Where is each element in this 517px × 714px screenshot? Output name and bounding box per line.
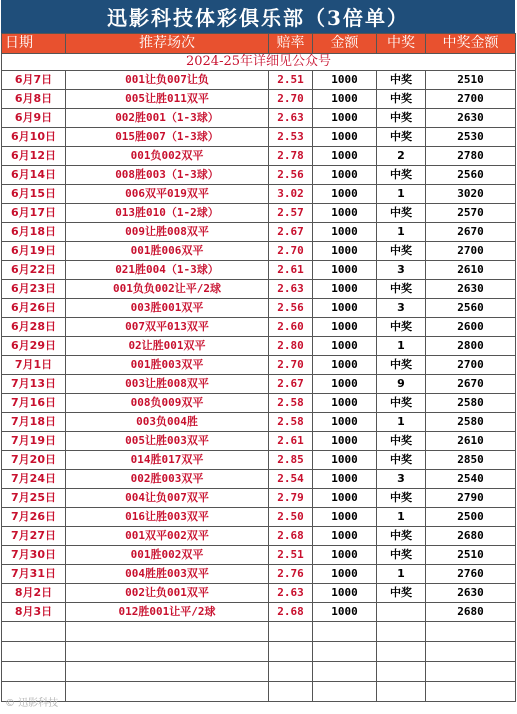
betting-table xyxy=(1,33,516,702)
match-cell: 005让胜011双平 xyxy=(66,90,269,109)
amount-cell: 1000 xyxy=(313,337,377,356)
payout-cell: 2700 xyxy=(426,90,516,109)
table-row xyxy=(2,337,516,356)
table-row xyxy=(2,109,516,128)
date-cell: 7月27日 xyxy=(2,527,66,546)
odds-cell: 2.63 xyxy=(269,109,313,128)
date-cell: 7月30日 xyxy=(2,546,66,565)
odds-cell: 2.63 xyxy=(269,584,313,603)
match-cell: 02让胜001双平 xyxy=(66,337,269,356)
payout-cell: 2790 xyxy=(426,489,516,508)
payout-cell: 2510 xyxy=(426,546,516,565)
odds-cell: 2.58 xyxy=(269,413,313,432)
date-cell: 7月24日 xyxy=(2,470,66,489)
date-cell: 6月12日 xyxy=(2,147,66,166)
date-cell: 7月13日 xyxy=(2,375,66,394)
match-cell: 001让负007让负 xyxy=(66,71,269,90)
payout-cell: 2510 xyxy=(426,71,516,90)
match-cell: 001负负002让平/2球 xyxy=(66,280,269,299)
odds-cell: 2.67 xyxy=(269,375,313,394)
odds-cell: 3.02 xyxy=(269,185,313,204)
odds-cell: 2.57 xyxy=(269,204,313,223)
table-row xyxy=(2,318,516,337)
match-cell: 001胜006双平 xyxy=(66,242,269,261)
result-cell: 中奖 xyxy=(377,318,426,337)
payout-cell: 2630 xyxy=(426,584,516,603)
table-row xyxy=(2,166,516,185)
result-cell: 1 xyxy=(377,565,426,584)
amount-cell: 1000 xyxy=(313,185,377,204)
empty-cell xyxy=(426,662,516,682)
empty-row xyxy=(2,642,516,662)
match-cell: 012胜001让平/2球 xyxy=(66,603,269,622)
match-cell: 016让胜003双平 xyxy=(66,508,269,527)
payout-cell: 2530 xyxy=(426,128,516,147)
match-cell: 004让负007双平 xyxy=(66,489,269,508)
table-row xyxy=(2,470,516,489)
empty-row xyxy=(2,622,516,642)
payout-cell: 2610 xyxy=(426,261,516,280)
header-result: 中奖 xyxy=(377,34,426,54)
amount-cell: 1000 xyxy=(313,375,377,394)
amount-cell: 1000 xyxy=(313,584,377,603)
empty-cell xyxy=(269,682,313,702)
odds-cell: 2.78 xyxy=(269,147,313,166)
amount-cell: 1000 xyxy=(313,356,377,375)
date-cell: 6月29日 xyxy=(2,337,66,356)
amount-cell: 1000 xyxy=(313,432,377,451)
date-cell: 8月3日 xyxy=(2,603,66,622)
payout-cell: 2850 xyxy=(426,451,516,470)
empty-cell xyxy=(377,622,426,642)
table-row xyxy=(2,565,516,584)
header-row xyxy=(2,34,516,54)
match-cell: 008胜003（1-3球） xyxy=(66,166,269,185)
table-row xyxy=(2,584,516,603)
result-cell: 中奖 xyxy=(377,432,426,451)
match-cell: 009让胜008双平 xyxy=(66,223,269,242)
empty-cell xyxy=(269,622,313,642)
table-row xyxy=(2,394,516,413)
date-cell: 6月14日 xyxy=(2,166,66,185)
table-row xyxy=(2,299,516,318)
match-cell: 002胜003双平 xyxy=(66,470,269,489)
header-odds: 赔率 xyxy=(269,34,313,54)
date-cell: 7月16日 xyxy=(2,394,66,413)
result-cell xyxy=(377,603,426,622)
amount-cell: 1000 xyxy=(313,109,377,128)
odds-cell: 2.70 xyxy=(269,90,313,109)
payout-cell: 2600 xyxy=(426,318,516,337)
result-cell: 中奖 xyxy=(377,356,426,375)
empty-cell xyxy=(66,662,269,682)
payout-cell: 2500 xyxy=(426,508,516,527)
amount-cell: 1000 xyxy=(313,603,377,622)
empty-cell xyxy=(2,662,66,682)
date-cell: 6月9日 xyxy=(2,109,66,128)
odds-cell: 2.54 xyxy=(269,470,313,489)
table-row xyxy=(2,546,516,565)
odds-cell: 2.70 xyxy=(269,242,313,261)
empty-cell xyxy=(2,642,66,662)
amount-cell: 1000 xyxy=(313,546,377,565)
amount-cell: 1000 xyxy=(313,280,377,299)
match-cell: 003负004胜 xyxy=(66,413,269,432)
table-row xyxy=(2,489,516,508)
payout-cell: 2540 xyxy=(426,470,516,489)
amount-cell: 1000 xyxy=(313,71,377,90)
empty-cell xyxy=(426,642,516,662)
table-row xyxy=(2,71,516,90)
amount-cell: 1000 xyxy=(313,204,377,223)
result-cell: 中奖 xyxy=(377,90,426,109)
match-cell: 006双平019双平 xyxy=(66,185,269,204)
amount-cell: 1000 xyxy=(313,166,377,185)
empty-cell xyxy=(269,662,313,682)
result-cell: 中奖 xyxy=(377,242,426,261)
result-cell: 中奖 xyxy=(377,280,426,299)
date-cell: 7月20日 xyxy=(2,451,66,470)
date-cell: 6月7日 xyxy=(2,71,66,90)
match-cell: 004胜胜003双平 xyxy=(66,565,269,584)
date-cell: 6月10日 xyxy=(2,128,66,147)
empty-cell xyxy=(66,642,269,662)
match-cell: 014胜017双平 xyxy=(66,451,269,470)
result-cell: 中奖 xyxy=(377,204,426,223)
empty-cell xyxy=(66,622,269,642)
date-cell: 7月26日 xyxy=(2,508,66,527)
odds-cell: 2.60 xyxy=(269,318,313,337)
amount-cell: 1000 xyxy=(313,451,377,470)
payout-cell: 2700 xyxy=(426,242,516,261)
odds-cell: 2.56 xyxy=(269,166,313,185)
result-cell: 1 xyxy=(377,413,426,432)
match-cell: 001胜003双平 xyxy=(66,356,269,375)
amount-cell: 1000 xyxy=(313,470,377,489)
table-row xyxy=(2,432,516,451)
result-cell: 中奖 xyxy=(377,109,426,128)
empty-row xyxy=(2,662,516,682)
odds-cell: 2.63 xyxy=(269,280,313,299)
table-row xyxy=(2,451,516,470)
match-cell: 005让胜003双平 xyxy=(66,432,269,451)
empty-cell xyxy=(377,642,426,662)
odds-cell: 2.51 xyxy=(269,71,313,90)
table-row xyxy=(2,375,516,394)
table-row xyxy=(2,413,516,432)
odds-cell: 2.67 xyxy=(269,223,313,242)
amount-cell: 1000 xyxy=(313,527,377,546)
table-row xyxy=(2,261,516,280)
empty-cell xyxy=(377,682,426,702)
payout-cell: 2610 xyxy=(426,432,516,451)
odds-cell: 2.58 xyxy=(269,394,313,413)
payout-cell: 2670 xyxy=(426,223,516,242)
date-cell: 7月25日 xyxy=(2,489,66,508)
empty-cell xyxy=(426,682,516,702)
payout-cell: 2560 xyxy=(426,166,516,185)
table-row xyxy=(2,356,516,375)
amount-cell: 1000 xyxy=(313,128,377,147)
payout-cell: 2680 xyxy=(426,603,516,622)
result-cell: 1 xyxy=(377,185,426,204)
odds-cell: 2.68 xyxy=(269,527,313,546)
match-cell: 008负009双平 xyxy=(66,394,269,413)
amount-cell: 1000 xyxy=(313,413,377,432)
date-cell: 6月22日 xyxy=(2,261,66,280)
amount-cell: 1000 xyxy=(313,242,377,261)
amount-cell: 1000 xyxy=(313,489,377,508)
result-cell: 中奖 xyxy=(377,527,426,546)
payout-cell: 2580 xyxy=(426,413,516,432)
date-cell: 6月18日 xyxy=(2,223,66,242)
table-row xyxy=(2,603,516,622)
payout-cell: 3020 xyxy=(426,185,516,204)
result-cell: 1 xyxy=(377,337,426,356)
odds-cell: 2.61 xyxy=(269,432,313,451)
payout-cell: 2630 xyxy=(426,280,516,299)
empty-cell xyxy=(313,622,377,642)
amount-cell: 1000 xyxy=(313,261,377,280)
spreadsheet xyxy=(1,0,515,714)
odds-cell: 2.51 xyxy=(269,546,313,565)
empty-cell xyxy=(66,682,269,702)
amount-cell: 1000 xyxy=(313,147,377,166)
empty-cell xyxy=(426,622,516,642)
table-row xyxy=(2,223,516,242)
result-cell: 中奖 xyxy=(377,166,426,185)
date-cell: 6月15日 xyxy=(2,185,66,204)
date-cell: 7月1日 xyxy=(2,356,66,375)
header-amount: 金额 xyxy=(313,34,377,54)
amount-cell: 1000 xyxy=(313,90,377,109)
result-cell: 中奖 xyxy=(377,71,426,90)
table-row xyxy=(2,280,516,299)
empty-cell xyxy=(313,642,377,662)
result-cell: 中奖 xyxy=(377,128,426,147)
match-cell: 007双平013双平 xyxy=(66,318,269,337)
date-cell: 6月26日 xyxy=(2,299,66,318)
match-cell: 001双平002双平 xyxy=(66,527,269,546)
empty-cell xyxy=(313,662,377,682)
result-cell: 3 xyxy=(377,261,426,280)
result-cell: 中奖 xyxy=(377,451,426,470)
odds-cell: 2.70 xyxy=(269,356,313,375)
date-cell: 6月17日 xyxy=(2,204,66,223)
odds-cell: 2.61 xyxy=(269,261,313,280)
match-cell: 013胜010（1-2球） xyxy=(66,204,269,223)
table-row xyxy=(2,204,516,223)
watermark: © 迅影科技 xyxy=(5,698,59,709)
result-cell: 中奖 xyxy=(377,394,426,413)
result-cell: 1 xyxy=(377,508,426,527)
result-cell: 9 xyxy=(377,375,426,394)
match-cell: 003让胜008双平 xyxy=(66,375,269,394)
table-row xyxy=(2,128,516,147)
amount-cell: 1000 xyxy=(313,565,377,584)
payout-cell: 2580 xyxy=(426,394,516,413)
payout-cell: 2700 xyxy=(426,356,516,375)
sheet-title: 迅影科技体彩俱乐部（3倍单） xyxy=(1,0,515,33)
table-row xyxy=(2,185,516,204)
payout-cell: 2680 xyxy=(426,527,516,546)
date-cell: 7月19日 xyxy=(2,432,66,451)
empty-cell xyxy=(269,642,313,662)
result-cell: 中奖 xyxy=(377,584,426,603)
empty-cell xyxy=(2,622,66,642)
date-cell: 6月23日 xyxy=(2,280,66,299)
table-row xyxy=(2,508,516,527)
amount-cell: 1000 xyxy=(313,318,377,337)
result-cell: 1 xyxy=(377,223,426,242)
odds-cell: 2.79 xyxy=(269,489,313,508)
header-date: 日期 xyxy=(2,34,66,54)
subtitle-row xyxy=(2,54,516,71)
match-cell: 015胜007（1-3球） xyxy=(66,128,269,147)
payout-cell: 2630 xyxy=(426,109,516,128)
empty-row xyxy=(2,682,516,702)
subtitle: 2024-25年详细见公众号 xyxy=(2,54,516,71)
odds-cell: 2.56 xyxy=(269,299,313,318)
match-cell: 003胜001双平 xyxy=(66,299,269,318)
odds-cell: 2.53 xyxy=(269,128,313,147)
odds-cell: 2.85 xyxy=(269,451,313,470)
payout-cell: 2670 xyxy=(426,375,516,394)
empty-cell xyxy=(313,682,377,702)
odds-cell: 2.80 xyxy=(269,337,313,356)
payout-cell: 2780 xyxy=(426,147,516,166)
table-row xyxy=(2,527,516,546)
odds-cell: 2.76 xyxy=(269,565,313,584)
date-cell: 6月8日 xyxy=(2,90,66,109)
payout-cell: 2760 xyxy=(426,565,516,584)
table-row xyxy=(2,90,516,109)
result-cell: 中奖 xyxy=(377,546,426,565)
header-payout: 中奖金额 xyxy=(426,34,516,54)
match-cell: 001胜002双平 xyxy=(66,546,269,565)
date-cell: 8月2日 xyxy=(2,584,66,603)
date-cell: 6月28日 xyxy=(2,318,66,337)
match-cell: 002让负001双平 xyxy=(66,584,269,603)
result-cell: 2 xyxy=(377,147,426,166)
amount-cell: 1000 xyxy=(313,508,377,527)
result-cell: 中奖 xyxy=(377,489,426,508)
odds-cell: 2.68 xyxy=(269,603,313,622)
amount-cell: 1000 xyxy=(313,223,377,242)
amount-cell: 1000 xyxy=(313,299,377,318)
empty-cell xyxy=(377,662,426,682)
table-row xyxy=(2,147,516,166)
result-cell: 3 xyxy=(377,299,426,318)
date-cell: 6月19日 xyxy=(2,242,66,261)
payout-cell: 2570 xyxy=(426,204,516,223)
date-cell: 7月18日 xyxy=(2,413,66,432)
date-cell: 7月31日 xyxy=(2,565,66,584)
result-cell: 3 xyxy=(377,470,426,489)
payout-cell: 2800 xyxy=(426,337,516,356)
match-cell: 002胜001（1-3球） xyxy=(66,109,269,128)
match-cell: 021胜004（1-3球） xyxy=(66,261,269,280)
header-match: 推荐场次 xyxy=(66,34,269,54)
payout-cell: 2560 xyxy=(426,299,516,318)
table-row xyxy=(2,242,516,261)
odds-cell: 2.50 xyxy=(269,508,313,527)
amount-cell: 1000 xyxy=(313,394,377,413)
match-cell: 001负002双平 xyxy=(66,147,269,166)
